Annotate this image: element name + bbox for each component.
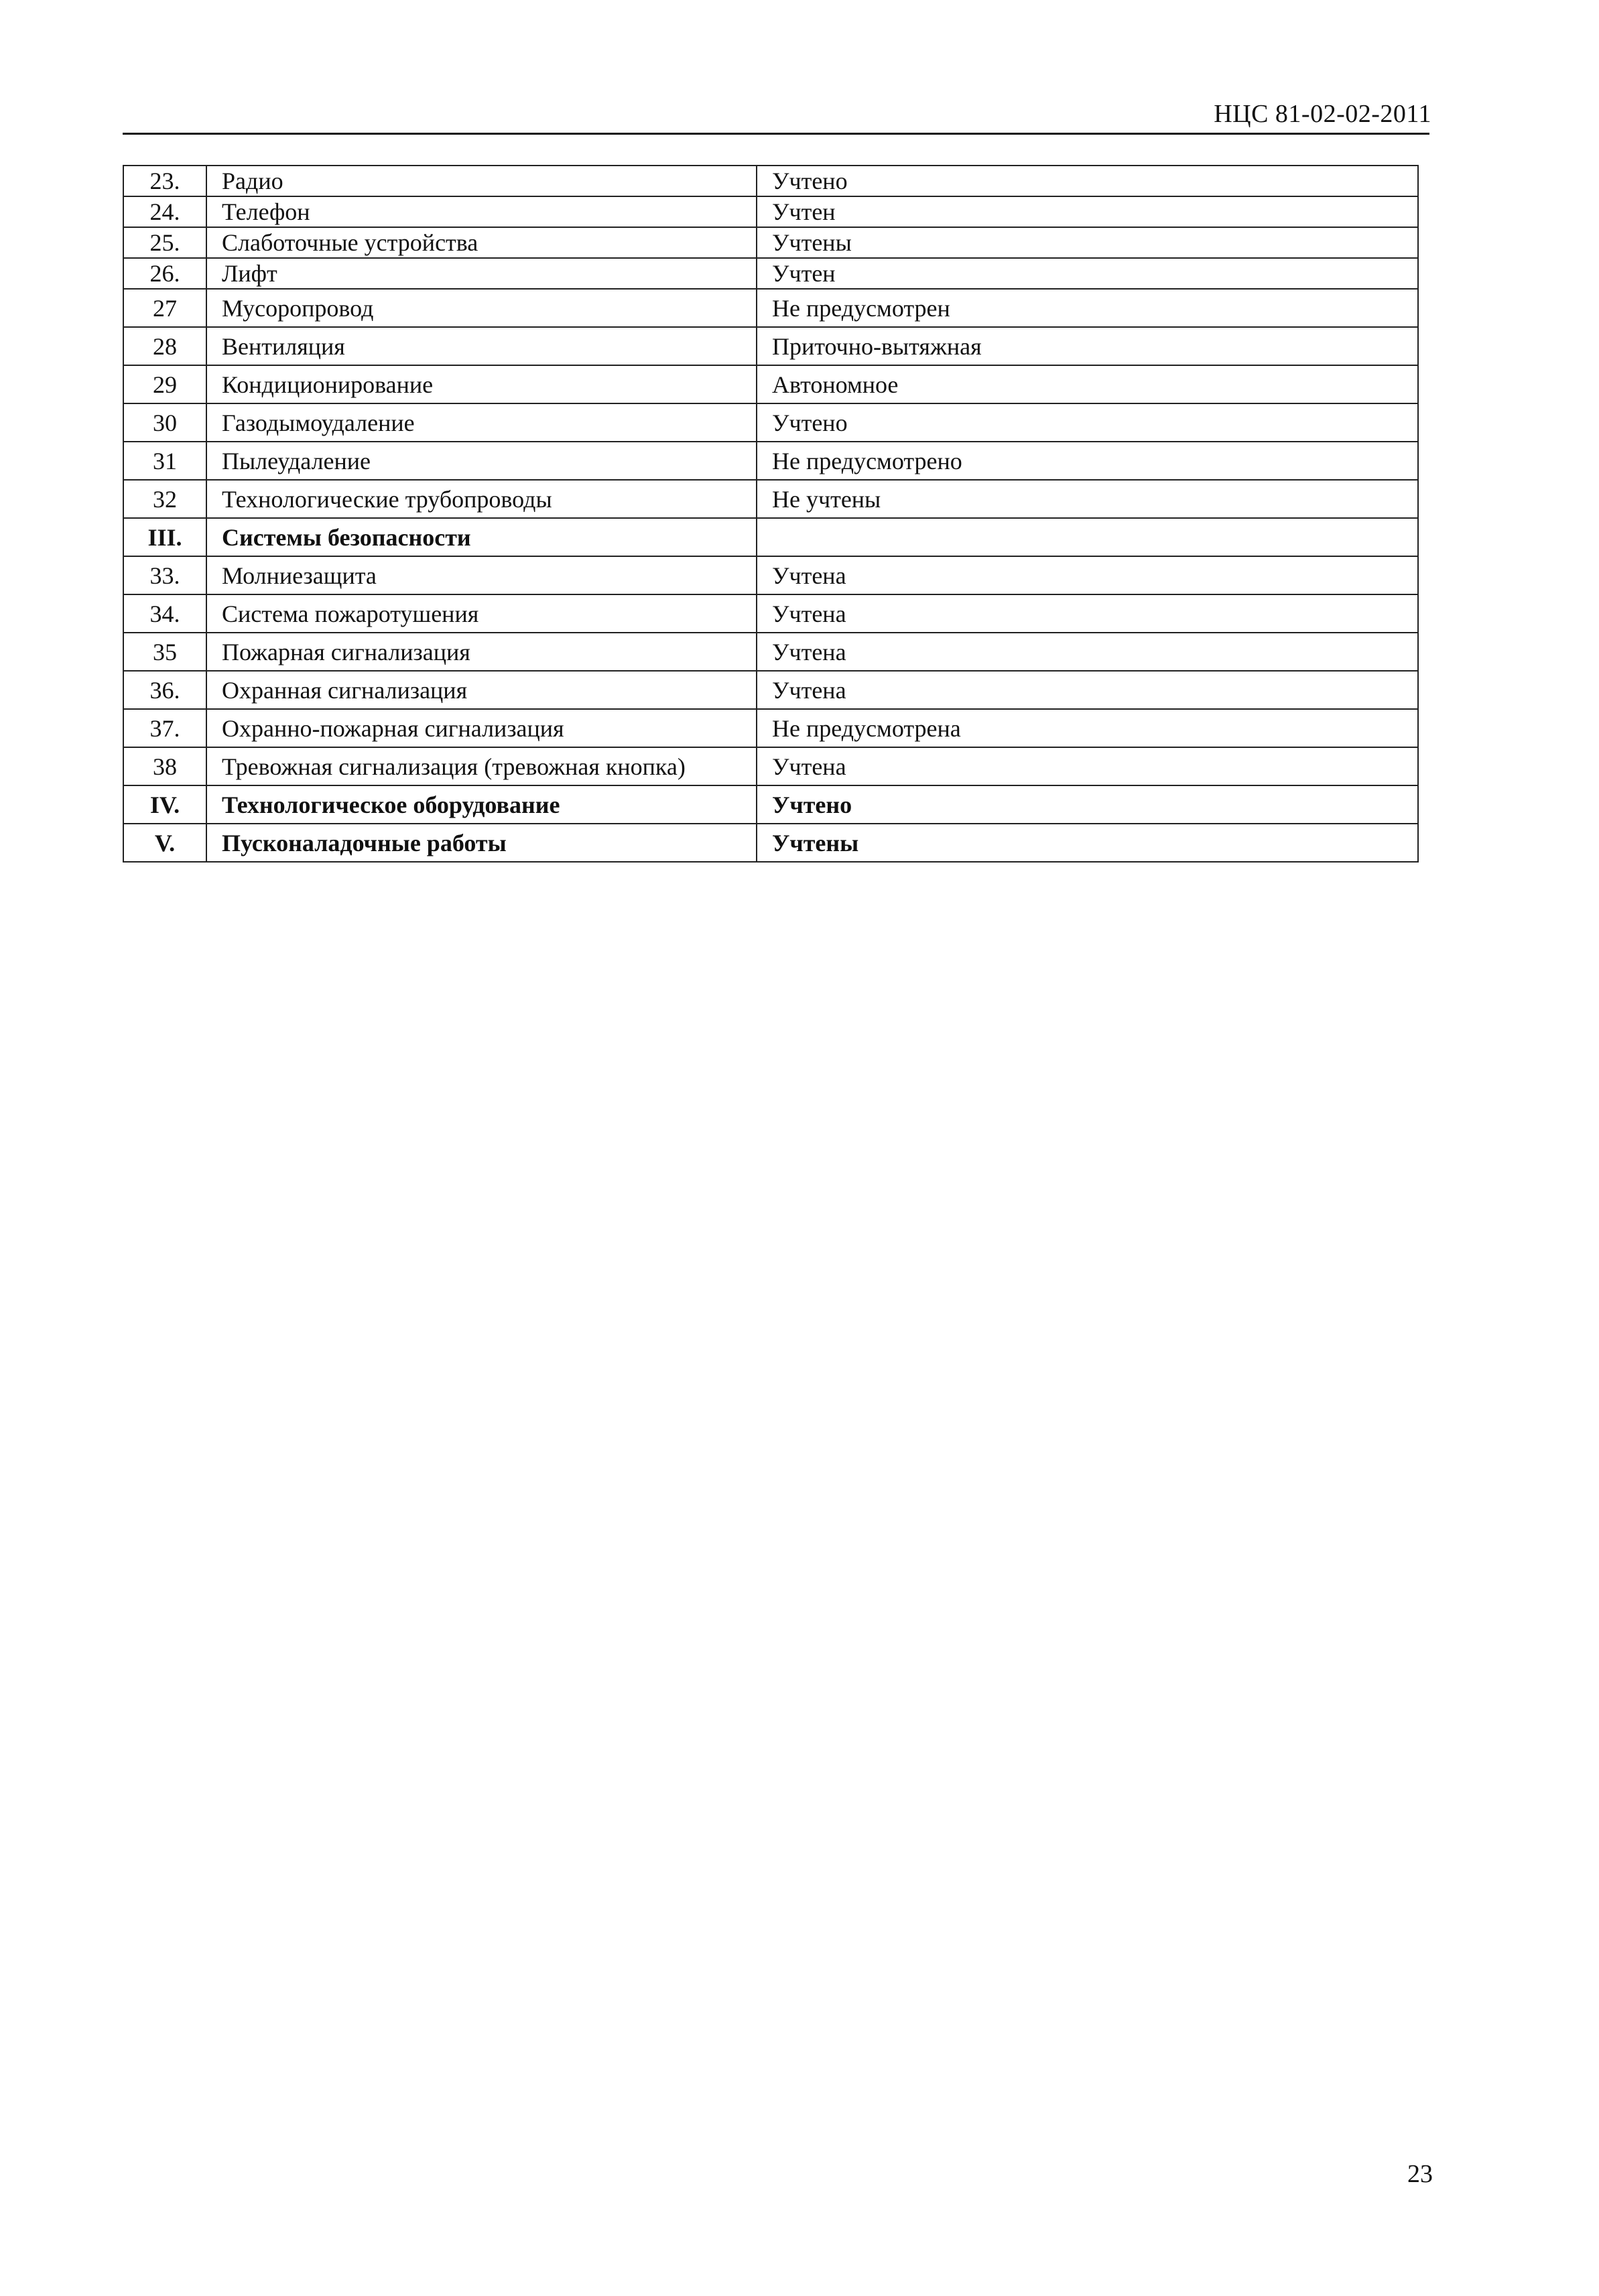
- table-row: [123, 403, 1418, 442]
- table-row: [123, 594, 1418, 633]
- row-value-cell: Не учтены: [757, 480, 1418, 518]
- table-row: [123, 327, 1418, 365]
- row-number-cell: 33.: [123, 556, 206, 594]
- row-number-cell: 25.: [123, 227, 206, 258]
- row-value-cell: [757, 518, 1418, 556]
- equipment-table: [123, 165, 1419, 863]
- table-row: [123, 747, 1418, 785]
- document-code: НЦС 81-02-02-2011: [1214, 100, 1431, 128]
- row-number-cell: 24.: [123, 196, 206, 227]
- table-row: [123, 633, 1418, 671]
- row-value-cell: Учтены: [757, 824, 1418, 862]
- row-value-cell: Приточно-вытяжная: [757, 327, 1418, 365]
- table-row: [123, 709, 1418, 747]
- row-number-cell: 36.: [123, 671, 206, 709]
- row-number-cell: 34.: [123, 594, 206, 633]
- table-row: [123, 518, 1418, 556]
- row-number-cell: 35: [123, 633, 206, 671]
- row-name-cell: Молниезащита: [206, 556, 757, 594]
- row-name-cell: Радио: [206, 166, 757, 196]
- row-number-cell: 32: [123, 480, 206, 518]
- table-row: [123, 785, 1418, 824]
- table-row: [123, 196, 1418, 227]
- row-name-cell: Пылеудаление: [206, 442, 757, 480]
- row-value-cell: Учтена: [757, 556, 1418, 594]
- row-value-cell: Учтены: [757, 227, 1418, 258]
- table-row: [123, 480, 1418, 518]
- page-number: 23: [1407, 2160, 1433, 2188]
- row-value-cell: Не предусмотрено: [757, 442, 1418, 480]
- table-row: [123, 442, 1418, 480]
- row-name-cell: Кондиционирование: [206, 365, 757, 403]
- row-value-cell: Учтено: [757, 166, 1418, 196]
- row-number-cell: 29: [123, 365, 206, 403]
- row-value-cell: Учтена: [757, 747, 1418, 785]
- row-value-cell: Автономное: [757, 365, 1418, 403]
- row-name-cell: Телефон: [206, 196, 757, 227]
- row-name-cell: Системы безопасности: [206, 518, 757, 556]
- table-row: [123, 289, 1418, 327]
- row-value-cell: Учтен: [757, 196, 1418, 227]
- row-name-cell: Мусоропровод: [206, 289, 757, 327]
- row-value-cell: Не предусмотрена: [757, 709, 1418, 747]
- table-row: [123, 671, 1418, 709]
- table-row: [123, 556, 1418, 594]
- row-value-cell: Учтен: [757, 258, 1418, 289]
- table-row: [123, 365, 1418, 403]
- row-number-cell: IV.: [123, 785, 206, 824]
- row-value-cell: Учтена: [757, 594, 1418, 633]
- row-name-cell: Технологическое оборудование: [206, 785, 757, 824]
- row-name-cell: Охранная сигнализация: [206, 671, 757, 709]
- row-number-cell: 27: [123, 289, 206, 327]
- row-value-cell: Учтено: [757, 785, 1418, 824]
- header-rule: [123, 133, 1429, 135]
- row-value-cell: Учтена: [757, 671, 1418, 709]
- row-name-cell: Охранно-пожарная сигнализация: [206, 709, 757, 747]
- row-name-cell: Технологические трубопроводы: [206, 480, 757, 518]
- table-row: [123, 166, 1418, 196]
- row-number-cell: 37.: [123, 709, 206, 747]
- row-number-cell: 31: [123, 442, 206, 480]
- row-value-cell: Не предусмотрен: [757, 289, 1418, 327]
- row-number-cell: III.: [123, 518, 206, 556]
- table-row: [123, 258, 1418, 289]
- row-name-cell: Вентиляция: [206, 327, 757, 365]
- row-number-cell: 28: [123, 327, 206, 365]
- row-number-cell: 26.: [123, 258, 206, 289]
- row-name-cell: Газодымоудаление: [206, 403, 757, 442]
- row-name-cell: Пусконаладочные работы: [206, 824, 757, 862]
- row-name-cell: Лифт: [206, 258, 757, 289]
- row-value-cell: Учтена: [757, 633, 1418, 671]
- row-name-cell: Слаботочные устройства: [206, 227, 757, 258]
- row-value-cell: Учтено: [757, 403, 1418, 442]
- table-body: [123, 166, 1418, 862]
- table-row: [123, 227, 1418, 258]
- row-number-cell: 30: [123, 403, 206, 442]
- row-name-cell: Тревожная сигнализация (тревожная кнопка): [206, 747, 757, 785]
- row-number-cell: V.: [123, 824, 206, 862]
- row-number-cell: 38: [123, 747, 206, 785]
- row-name-cell: Пожарная сигнализация: [206, 633, 757, 671]
- row-number-cell: 23.: [123, 166, 206, 196]
- row-name-cell: Система пожаротушения: [206, 594, 757, 633]
- table-row: [123, 824, 1418, 862]
